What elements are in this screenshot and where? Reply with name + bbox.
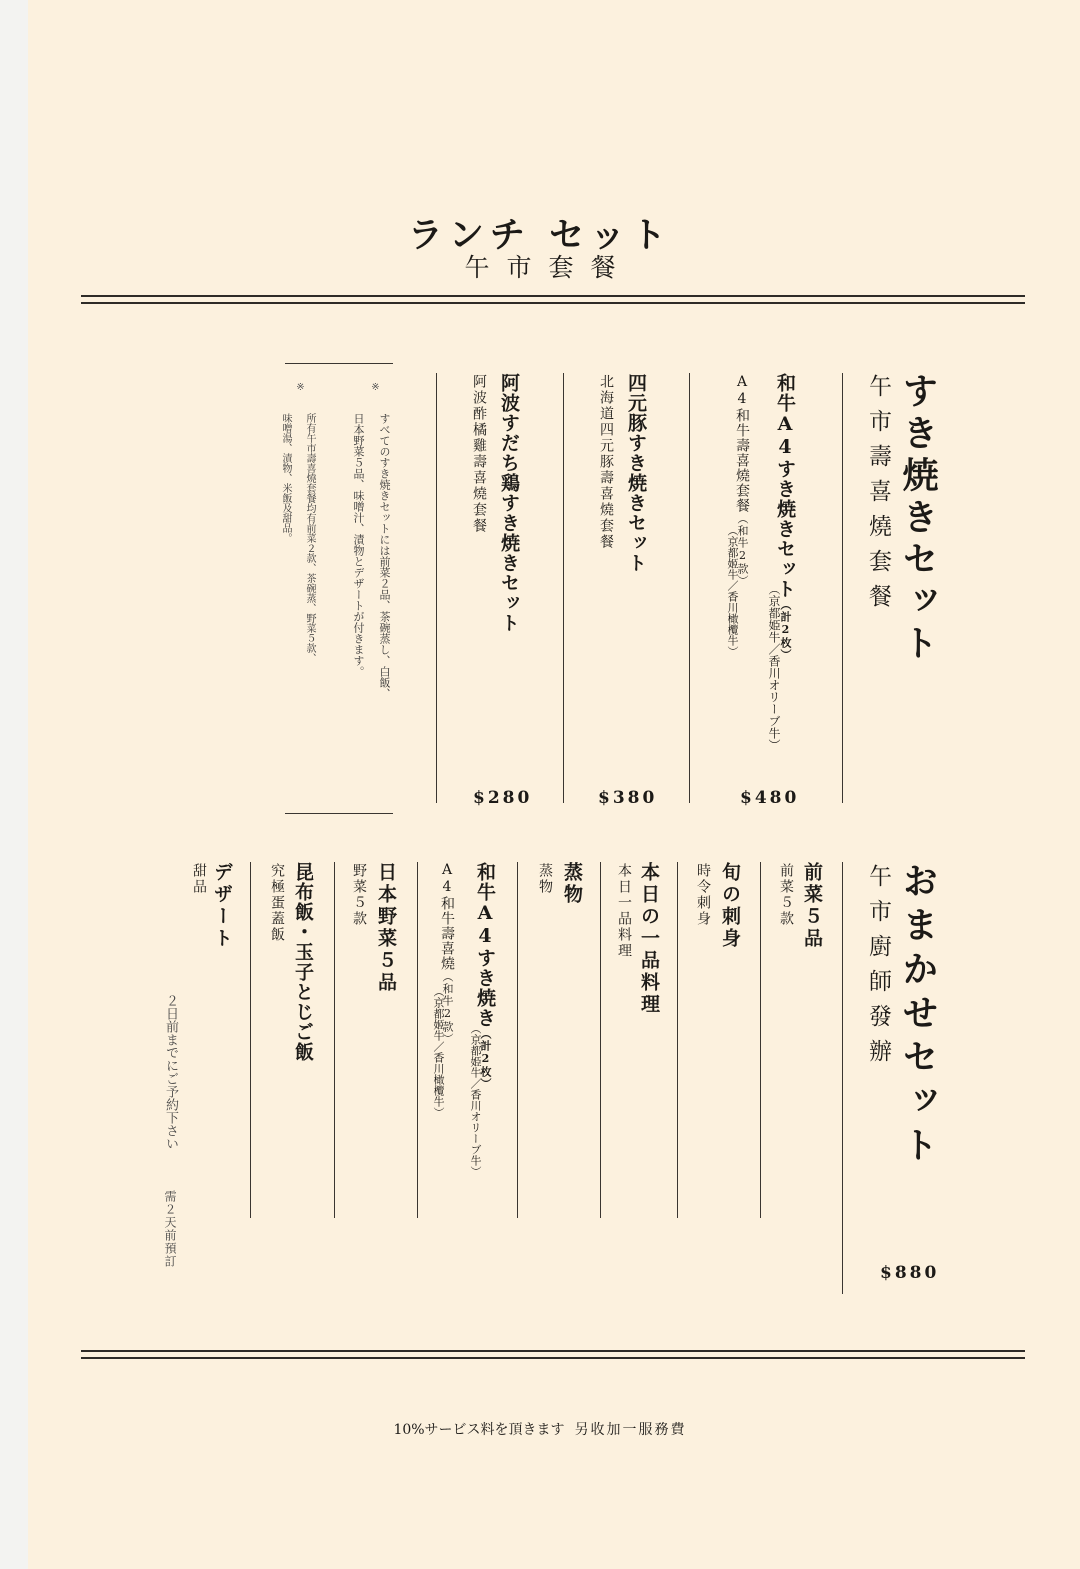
column-divider xyxy=(842,862,843,1294)
service-charge-cn: 另收加一服務費 xyxy=(574,1422,687,1438)
item-name-cn: 北海道四元豚壽喜燒套餐 xyxy=(598,374,614,550)
reservation-note-jp: ２日前までにご予約下さい xyxy=(163,994,178,1150)
page-title: ランチ セット xyxy=(407,215,673,256)
course-origin: （京都姫牛／香川オリーブ牛） xyxy=(469,1023,482,1177)
item-origin-cn: （京都姬牛／香川橄欖牛） xyxy=(726,525,739,657)
note-cn-line-2: 味噌湯、漬物、米飯及甜品。 xyxy=(280,413,291,543)
course-daily-dish-cn: 本日一品料理 xyxy=(616,863,632,959)
course-steamed-cn: 蒸物 xyxy=(537,863,553,895)
item-name: 和牛A4すき焼きセット xyxy=(774,373,796,599)
note-jp-line-1: すべてのすき焼きセットには前菜２品、茶碗蒸し、白飯、 xyxy=(378,413,391,699)
course-daily-dish: 本日の一品料理 xyxy=(638,862,660,1016)
omakase-section-subtitle: 午市廚師發辦 xyxy=(865,864,891,1074)
omakase-price: $880 xyxy=(880,1263,940,1283)
service-charge-jp: 10%サービス料を頂きます xyxy=(393,1422,565,1438)
course-count-cn: （和牛2款） xyxy=(441,971,454,1045)
item-name: 阿波すだち鶏すき焼きセット xyxy=(498,373,520,633)
course-vegetables: 日本野菜５品 xyxy=(375,862,397,994)
course-vegetables-cn: 野菜５款 xyxy=(351,863,367,927)
note-mark: ※ xyxy=(295,382,306,393)
note-cn-line-1: 所有午市壽喜燒套餐均有前菜２款、茶碗蒸、野菜５款、 xyxy=(304,413,315,663)
course-steamed: 蒸物 xyxy=(561,862,583,906)
sukiyaki-section-title: すき焼きセット xyxy=(897,372,939,666)
course-appetizers: 前菜５品 xyxy=(801,862,823,950)
item-count-cn: （和牛2款） xyxy=(736,513,749,587)
column-divider xyxy=(250,862,251,1218)
course-sashimi: 旬の刺身 xyxy=(719,862,741,950)
course-sashimi-cn: 時令刺身 xyxy=(695,863,711,927)
note-jp-line-2: 日本野菜５品、味噌汁、漬物とデザートが付きます。 xyxy=(352,413,365,677)
reservation-note-cn: 需２天前預訂 xyxy=(163,1190,177,1268)
column-divider xyxy=(417,862,418,1218)
item-price: $280 xyxy=(473,788,533,808)
sukiyaki-section-subtitle: 午市壽喜燒套餐 xyxy=(865,374,891,619)
page-subtitle: 午市套餐 xyxy=(464,253,633,282)
course-rice-cn: 究極蛋蓋飯 xyxy=(269,863,285,943)
column-divider xyxy=(517,862,518,1218)
note-mark: ※ xyxy=(370,382,381,393)
course-origin-cn: （京都姬牛／香川橄欖牛） xyxy=(432,986,445,1118)
course-dessert-cn: 甜品 xyxy=(191,863,207,895)
column-divider xyxy=(760,862,761,1218)
item-name: 四元豚すき焼きセット xyxy=(625,373,647,573)
course-dessert: デザート xyxy=(211,862,233,950)
course-appetizers-cn: 前菜５款 xyxy=(778,863,794,927)
service-charge-note xyxy=(0,1419,1080,1439)
column-divider xyxy=(689,373,690,803)
item-name-cn: A4和牛壽喜燒套餐 xyxy=(734,374,750,513)
omakase-section-title: おまかせセット xyxy=(897,862,939,1170)
top-pattern-border xyxy=(81,295,1025,304)
column-divider xyxy=(563,373,564,803)
column-divider xyxy=(842,373,843,803)
course-name-cn: A4和牛壽喜燒 xyxy=(439,862,455,971)
item-origin: （京都姫牛／香川オリーブ牛） xyxy=(767,583,781,751)
column-divider xyxy=(600,862,601,1218)
column-divider xyxy=(334,862,335,1218)
bottom-pattern-border xyxy=(81,1350,1025,1359)
column-divider xyxy=(436,373,437,803)
course-count: （計2枚） xyxy=(479,1028,492,1090)
note-bottom-rule xyxy=(285,813,393,814)
course-rice: 昆布飯・玉子とじご飯 xyxy=(292,862,314,1062)
column-divider xyxy=(677,862,678,1218)
note-top-rule xyxy=(285,363,393,364)
item-price: $480 xyxy=(740,788,800,808)
item-price: $380 xyxy=(598,788,658,808)
course-name: 和牛A4すき焼き xyxy=(474,862,496,1028)
item-count: （計2枚） xyxy=(779,599,792,661)
item-name-cn: 阿波酢橘雞壽喜燒套餐 xyxy=(471,374,487,534)
